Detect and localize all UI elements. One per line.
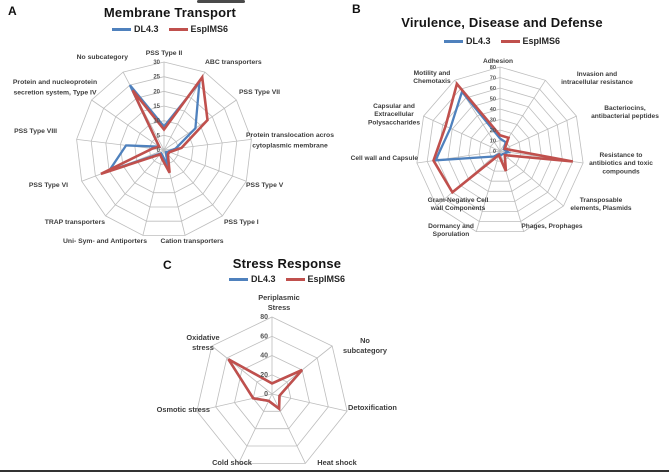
axis-label: Polysaccharides <box>367 119 421 127</box>
tick-label: 5 <box>156 133 160 140</box>
tick-label: 60 <box>260 333 268 341</box>
tick-label: 50 <box>489 96 496 103</box>
axis-spoke <box>272 394 347 411</box>
axis-label: compounds <box>602 168 640 176</box>
axis-label: Periplasmic <box>258 293 300 302</box>
radar-chart-A <box>13 50 334 245</box>
tick-label: 0 <box>264 391 268 398</box>
panel-letter-b: B <box>352 2 361 16</box>
tick-label: 0 <box>156 148 160 154</box>
tick-label: 20 <box>153 89 160 96</box>
chart-title-stress-response: Stress Response <box>232 256 342 271</box>
axis-label: Invasion and <box>576 71 618 78</box>
axis-label: Bacteriocins, <box>604 105 646 112</box>
axis-label: Osmotic stress <box>156 405 210 414</box>
axis-label: Transposable <box>579 197 623 204</box>
tick-label: 40 <box>489 107 496 113</box>
tick-label: 0 <box>492 149 496 155</box>
axis-spoke <box>106 150 164 216</box>
axis-spoke <box>164 150 222 216</box>
radar-chart-C <box>157 293 398 467</box>
tick-label: 20 <box>489 128 496 134</box>
tick-label: 60 <box>489 86 496 92</box>
axis-label: Uni- Sym- and Antiporters <box>63 238 147 245</box>
axis-label: No subcategory <box>76 54 128 61</box>
axis-label: TRAP transporters <box>44 219 105 226</box>
axis-label: PSS Type VII <box>239 89 281 96</box>
axis-label: cytoplasmic membrane <box>252 142 328 150</box>
axis-label: Protein and nucleoprotein <box>12 79 98 86</box>
chart-title-virulence-disease-defense: Virulence, Disease and Defense <box>401 15 603 30</box>
legend-label: DL4.3 <box>465 36 491 46</box>
legend-label: EspIMS6 <box>522 36 561 46</box>
radar-chart-B <box>351 58 660 238</box>
axis-label: Capsular and <box>373 103 415 110</box>
axis-label: Detoxification <box>348 403 397 412</box>
tick-label: 10 <box>153 118 160 125</box>
axis-label: Gram-Negative Cell <box>427 197 489 204</box>
series-polygon-EspIMS6 <box>434 84 573 192</box>
axis-label: PSS Type V <box>246 182 284 189</box>
axis-label: subcategory <box>343 346 387 355</box>
axis-label: Oxidative <box>186 333 220 342</box>
axis-label: Heat shock <box>317 458 357 467</box>
chart-title-membrane-transport: Membrane Transport <box>103 5 237 20</box>
tick-label: 70 <box>489 75 496 82</box>
legend-label: EspIMS6 <box>190 24 229 34</box>
axis-label: Extracellular <box>374 111 414 119</box>
axis-label: Adhesion <box>482 58 514 65</box>
axis-label: antibacterial peptides <box>591 113 659 121</box>
axis-label: No <box>360 336 370 345</box>
axis-label: Sporulation <box>432 231 470 239</box>
tick-label: 25 <box>153 74 160 81</box>
axis-label: secretion system, Type IV <box>13 89 97 97</box>
axis-label: PSS Type I <box>224 219 259 226</box>
axis-label: Stress <box>267 303 291 312</box>
legend-label: DL4.3 <box>133 24 159 34</box>
tick-label: 30 <box>489 117 496 124</box>
tick-label: 30 <box>153 60 160 66</box>
tick-label: 80 <box>489 65 496 71</box>
axis-label: PSS Type II <box>145 50 183 57</box>
legend-label: DL4.3 <box>250 274 276 284</box>
tick-label: 10 <box>489 138 496 145</box>
axis-label: ABC transporters <box>205 59 262 66</box>
axis-label: Motility and <box>413 70 451 77</box>
axis-label: elements, Plasmids <box>570 205 632 213</box>
axis-label: Chemotaxis <box>413 78 451 86</box>
legend-label: EspIMS6 <box>307 274 346 284</box>
tick-label: 20 <box>260 371 268 379</box>
axis-label: stress <box>192 343 214 352</box>
axis-label: PSS Type VI <box>28 182 68 189</box>
axis-label: Cation transporters <box>160 238 224 245</box>
axis-label: Cell wall and Capsule <box>350 155 418 162</box>
axis-label: intracellular resistance <box>561 79 633 87</box>
panel-letter-c: C <box>163 258 172 272</box>
axis-label: Phages, Prophages <box>521 223 583 230</box>
tick-label: 80 <box>260 314 268 321</box>
axis-label: wall Components <box>430 205 486 213</box>
axis-label: Protein translocation acros <box>245 132 335 139</box>
axis-label: Cold shock <box>212 458 252 467</box>
panel-letter-a: A <box>8 4 17 18</box>
tick-label: 15 <box>153 104 160 110</box>
axis-label: antibiotics and toxic <box>589 160 653 168</box>
axis-label: Resistance to <box>599 152 643 159</box>
axis-label: Dormancy and <box>428 223 474 230</box>
figure-bottom-border <box>0 470 669 472</box>
axis-label: PSS Type VIII <box>14 128 57 135</box>
tick-label: 40 <box>260 352 268 360</box>
